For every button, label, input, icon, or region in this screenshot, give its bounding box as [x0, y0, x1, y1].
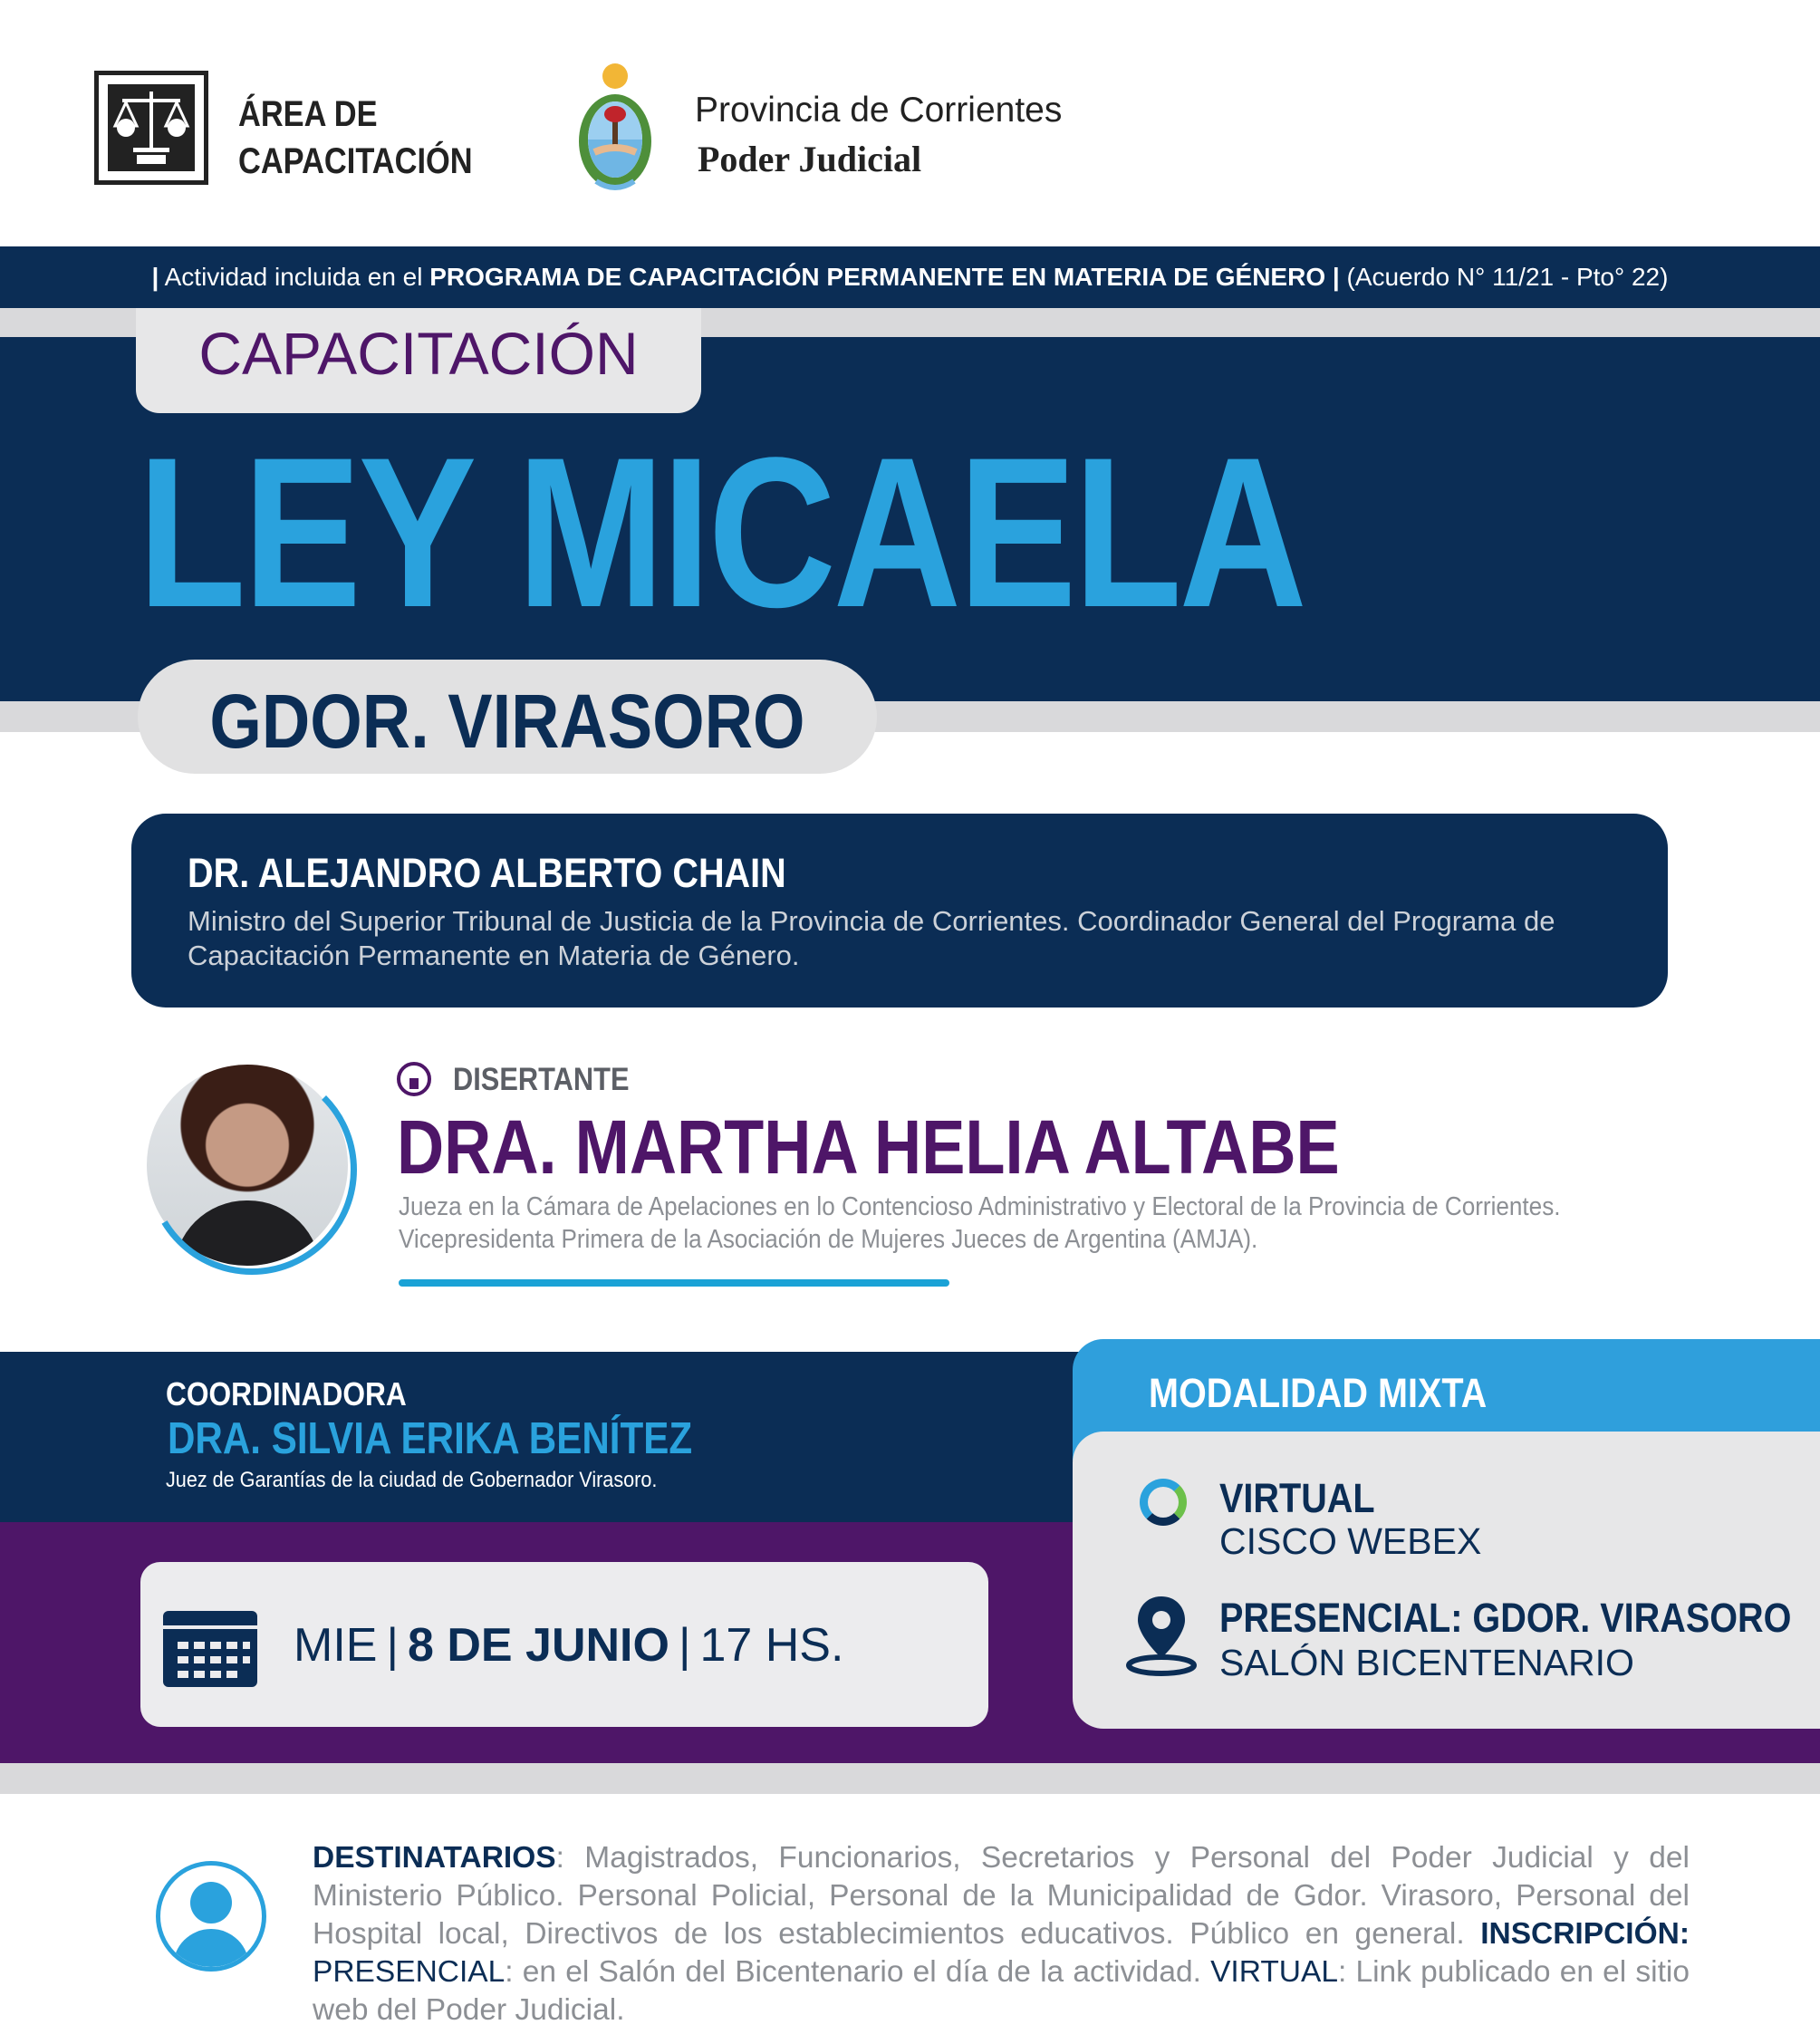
location-pin-icon — [1125, 1593, 1198, 1676]
speaker-role: DISERTANTE — [453, 1062, 630, 1097]
program-agreement: (Acuerdo N° 11/21 - Pto° 22) — [1346, 263, 1669, 291]
virtual-platform: CISCO WEBEX — [1219, 1520, 1482, 1562]
registration-virtual-text: : Link publicado en el sitio web del Poder Judicial. — [313, 1955, 1690, 2027]
registration-label: INSCRIPCIÓN: — [1480, 1917, 1690, 1951]
event-title: LEY MICAELA — [138, 413, 1305, 652]
area-title — [238, 91, 473, 185]
judicial-power-name: Poder Judicial — [698, 139, 922, 179]
coordinator-description: Juez de Garantías de la ciudad de Gobernador Virasoro. — [166, 1468, 658, 1492]
presencial-label: PRESENCIAL: GDOR. VIRASORO — [1219, 1595, 1792, 1641]
coat-of-arms — [569, 62, 661, 198]
event-time: 17 HS. — [699, 1619, 844, 1672]
event-date-value: 8 DE JUNIO — [407, 1619, 669, 1672]
program-text: | Actividad incluida en el PROGRAMA DE CAPACITACIÓN PERMANENTE EN MATERIA DE GÉNERO | (Acuerdo N° 11/21 - Pto° 22) — [151, 263, 1669, 291]
area-line-1: ÁREA DE — [238, 94, 378, 134]
speaker-underline — [399, 1279, 949, 1287]
event-kicker: CAPACITACIÓN — [198, 320, 639, 387]
event-location: GDOR. VIRASORO — [209, 679, 805, 764]
coordinator-general-description: Ministro del Superior Tribunal de Justicia de la Provincia de Corrientes. Coordinador General del Programa de Capacitación Permanente en Materia de Género. — [188, 905, 1555, 971]
scales-logo — [94, 71, 208, 185]
coordinator-role: COORDINADORA — [166, 1375, 407, 1412]
speaker-description — [399, 1191, 1561, 1256]
audience-label: DESTINATARIOS — [313, 1841, 556, 1875]
calendar-icon — [163, 1611, 257, 1687]
event-date: MIE | 8 DE JUNIO | 17 HS. — [294, 1619, 844, 1672]
program-name: PROGRAMA DE CAPACITACIÓN PERMANENTE EN MATERIA DE GÉNERO — [429, 263, 1326, 291]
virtual-label: VIRTUAL — [1219, 1475, 1375, 1521]
divider-strip — [0, 1763, 1820, 1794]
modality-label: MODALIDAD MIXTA — [1149, 1370, 1488, 1416]
presencial-place: SALÓN BICENTENARIO — [1219, 1642, 1634, 1683]
webex-icon — [1140, 1479, 1187, 1526]
user-icon — [156, 1861, 266, 1972]
program-prefix: Actividad incluida en el — [164, 263, 423, 291]
area-line-2: CAPACITACIÓN — [238, 141, 473, 181]
speaker-description-line-1: Jueza en la Cámara de Apelaciones en lo Contencioso Administrativo y Electoral de la Provincia de Corrientes. — [399, 1192, 1561, 1221]
speaker-icon — [397, 1062, 431, 1096]
registration-presencial-label: PRESENCIAL — [313, 1955, 506, 1989]
coordinator-name: DRA. SILVIA ERIKA BENÍTEZ — [168, 1414, 693, 1463]
province-name: Provincia de Corrientes — [695, 91, 1063, 130]
registration-presencial-text: : en el Salón del Bicentenario el día de la actividad. — [505, 1955, 1201, 1989]
registration-virtual-label: VIRTUAL — [1210, 1955, 1338, 1989]
event-day: MIE — [294, 1619, 378, 1672]
coordinator-general-name: DR. ALEJANDRO ALBERTO CHAIN — [188, 850, 786, 896]
speaker-description-line-2: Vicepresidenta Primera de la Asociación de Mujeres Jueces de Argentina (AMJA). — [399, 1225, 1258, 1254]
audience-description: : Magistrados, Funcionarios, Secretarios y Personal del Poder Judicial y del Ministerio Público. Personal Policial, Personal de la Municipalidad de Gdor. Virasoro, Personal del Hospital local, Directivos de los establecimientos educativos. Público en general. — [313, 1841, 1690, 1951]
audience-text — [313, 1839, 1690, 2030]
speaker-name: DRA. MARTHA HELIA ALTABE — [397, 1104, 1340, 1190]
